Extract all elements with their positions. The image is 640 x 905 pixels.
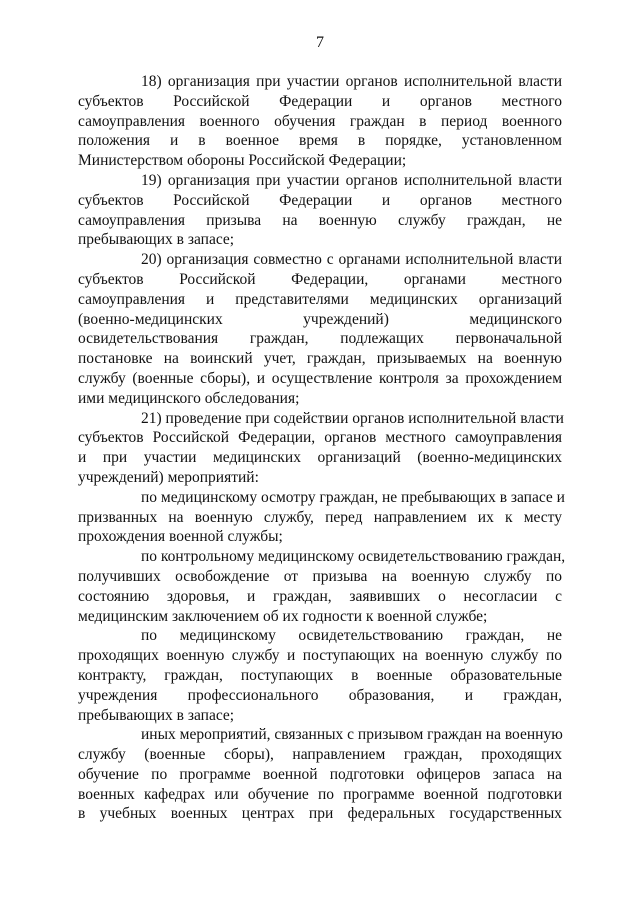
text-line: по контрольному медицинскому освидетельствованию граждан, xyxy=(141,548,566,566)
subparagraph-medical-examination xyxy=(78,488,565,547)
text-line: ими медицинского обследования; xyxy=(78,389,300,407)
paragraph-21 xyxy=(78,409,562,488)
text-line: субъектов Российской Федерации, органами местного xyxy=(78,270,562,288)
text-line: пребывающих в запасе; xyxy=(78,706,235,724)
text-line: освидетельствования граждан, подлежащих первоначальной xyxy=(78,330,562,348)
text-line: получивших освобождение от призыва на военную службу по xyxy=(78,567,562,585)
text-line: 18) организация при участии органов исполнительной власти xyxy=(141,73,562,90)
text-line: иных мероприятий, связанных с призывом граждан на военную xyxy=(141,726,563,744)
page-number: 7 xyxy=(316,34,324,51)
text-line: контракту, граждан, поступающих в военные образовательные xyxy=(78,666,562,684)
text-line: состоянию здоровья, и граждан, заявивших о несогласии с xyxy=(78,587,562,605)
text-line: медицинским заключением об их годности к военной службе; xyxy=(78,607,488,625)
text-line: службу (военные сборы), направлением граждан, проходящих xyxy=(78,746,562,764)
text-line: субъектов Российской Федерации, органов местного самоуправления xyxy=(78,429,562,447)
paragraph-19 xyxy=(78,171,562,250)
text-line: призванных на военную службу, перед направлением их к месту xyxy=(78,508,562,526)
text-line: (военно-медицинских учреждений) медицинского xyxy=(78,310,562,328)
text-line: и при участии медицинских организаций (военно-медицинских xyxy=(78,449,562,467)
text-line: пребывающих в запасе; xyxy=(78,231,235,249)
document-body xyxy=(78,72,566,824)
text-line: обучение по программе военной подготовки офицеров запаса на xyxy=(78,765,562,783)
text-line: положения и в военное время в порядке, установленном xyxy=(78,132,562,150)
subparagraph-control-examination xyxy=(78,547,566,626)
paragraph-18 xyxy=(78,72,562,171)
paragraph-20 xyxy=(78,250,562,408)
text-line: службу (военные сборы), и осуществление контроля за прохождением xyxy=(78,369,562,387)
text-line: в учебных военных центрах при федеральных государственных xyxy=(78,805,562,823)
text-line: самоуправления военного обучения граждан в период военного xyxy=(78,112,562,130)
text-line: постановке на воинский учет, граждан, призываемых на военную xyxy=(78,350,562,368)
subparagraph-other-activities xyxy=(78,725,562,824)
text-line: учреждения профессионального образования, и граждан, xyxy=(78,686,562,704)
text-line: самоуправления и представителями медицинских организаций xyxy=(78,290,562,308)
text-line: по медицинскому освидетельствованию граждан, не xyxy=(141,627,562,645)
text-line: 19) организация при участии органов исполнительной власти xyxy=(141,171,562,189)
text-line: субъектов Российской Федерации и органов местного xyxy=(78,191,562,209)
text-line: учреждений) мероприятий: xyxy=(78,468,259,486)
text-line: Министерством обороны Российской Федерации; xyxy=(78,152,407,170)
text-line: субъектов Российской Федерации и органов местного xyxy=(78,92,562,110)
text-line: 21) проведение при содействии органов исполнительной власти xyxy=(141,409,564,427)
text-line: 20) организация совместно с органами исполнительной власти xyxy=(141,251,562,269)
text-line: самоуправления призыва на военную службу граждан, не xyxy=(78,211,562,229)
text-line: прохождения военной службы; xyxy=(78,528,283,546)
text-line: военных кафедрах или обучение по программе военной подготовки xyxy=(78,785,562,803)
text-line: по медицинскому осмотру граждан, не пребывающих в запасе и xyxy=(141,488,565,506)
text-line: проходящих военную службу и поступающих на военную службу по xyxy=(78,647,562,665)
subparagraph-medical-certification xyxy=(78,626,562,725)
